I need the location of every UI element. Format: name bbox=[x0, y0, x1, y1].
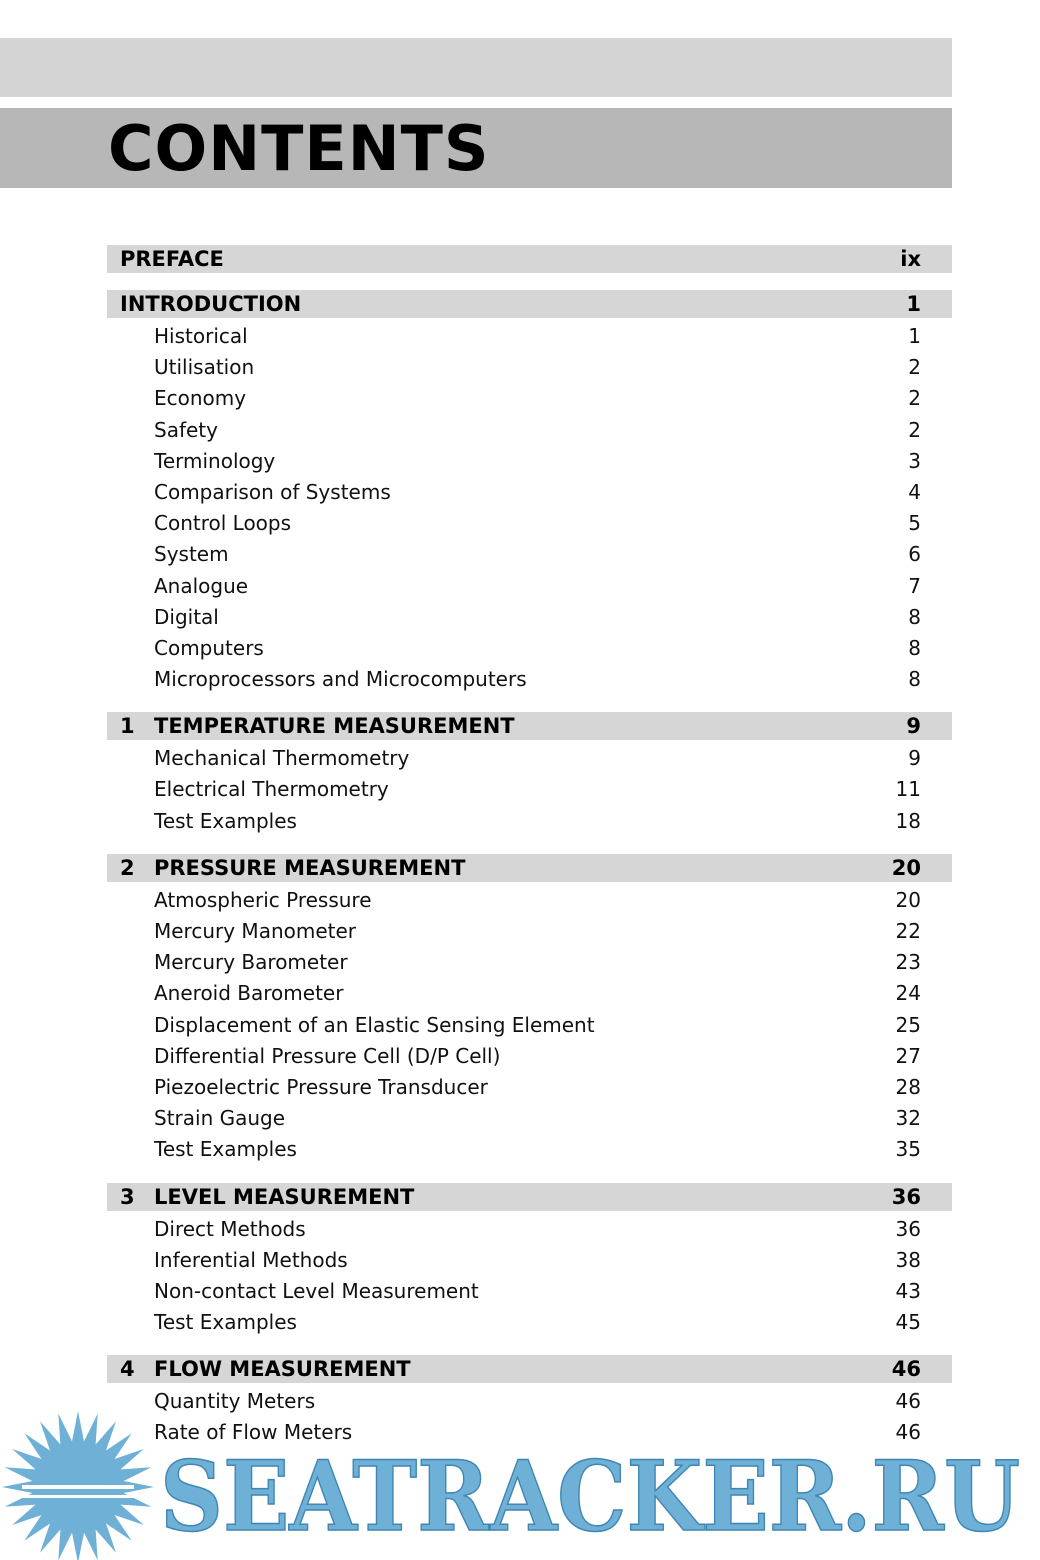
chapter-heading[interactable] bbox=[107, 1183, 952, 1211]
entry-page: 1 bbox=[908, 324, 921, 348]
entry-page: 18 bbox=[895, 808, 921, 833]
toc-entry[interactable] bbox=[107, 383, 952, 414]
toc-entry[interactable] bbox=[107, 1276, 952, 1307]
entry-title: Historical bbox=[154, 324, 248, 348]
entry-page: 2 bbox=[908, 386, 921, 411]
entry-title: Utilisation bbox=[154, 355, 255, 380]
chapter-number: 1 bbox=[120, 714, 135, 739]
chapter-page: 9 bbox=[906, 714, 921, 739]
entry-title: Terminology bbox=[154, 448, 276, 473]
entry-title: Test Examples bbox=[154, 1310, 297, 1335]
chapter-page: 20 bbox=[891, 855, 921, 880]
table-of-contents bbox=[107, 245, 952, 1466]
toc-chapter bbox=[107, 290, 952, 695]
chapter-page: 46 bbox=[891, 1357, 921, 1382]
entry-title: Quantity Meters bbox=[154, 1389, 316, 1414]
chapter-page: 36 bbox=[891, 1184, 921, 1209]
chapter-title: TEMPERATURE MEASUREMENT bbox=[154, 714, 515, 739]
entry-title: Electrical Thermometry bbox=[154, 777, 389, 802]
toc-entry[interactable] bbox=[107, 1010, 952, 1041]
toc-entry[interactable] bbox=[107, 774, 952, 805]
chapter-page: 1 bbox=[906, 292, 921, 316]
chapter-title: FLOW MEASUREMENT bbox=[154, 1357, 411, 1382]
entry-title: Aneroid Barometer bbox=[154, 981, 344, 1006]
entry-title: Inferential Methods bbox=[154, 1247, 348, 1272]
entry-title: Analogue bbox=[154, 573, 249, 598]
entry-list bbox=[107, 1386, 952, 1448]
entry-page: 3 bbox=[908, 448, 921, 473]
toc-entry[interactable] bbox=[107, 352, 952, 383]
entry-page: 23 bbox=[895, 950, 921, 975]
entry-page: 28 bbox=[895, 1074, 921, 1099]
chapter-number: 2 bbox=[120, 855, 135, 880]
chapter-heading[interactable] bbox=[107, 245, 952, 273]
toc-entry[interactable] bbox=[107, 885, 952, 916]
entry-page: 9 bbox=[908, 746, 921, 771]
entry-page: 7 bbox=[908, 573, 921, 598]
page-title: CONTENTS bbox=[108, 112, 490, 185]
header-top-band bbox=[0, 38, 952, 97]
toc-entry[interactable] bbox=[107, 539, 952, 570]
toc-entry[interactable] bbox=[107, 446, 952, 477]
toc-entry[interactable] bbox=[107, 916, 952, 947]
entry-title: Computers bbox=[154, 635, 264, 660]
chapter-heading[interactable] bbox=[107, 854, 952, 882]
entry-page: 27 bbox=[895, 1043, 921, 1068]
entry-list bbox=[107, 885, 952, 1166]
entry-title: Comparison of Systems bbox=[154, 479, 391, 504]
entry-page: 5 bbox=[908, 511, 921, 536]
entry-page: 35 bbox=[895, 1137, 921, 1162]
toc-entry[interactable] bbox=[107, 1214, 952, 1245]
toc-entry[interactable] bbox=[107, 743, 952, 774]
entry-title: Piezoelectric Pressure Transducer bbox=[154, 1074, 488, 1099]
entry-list bbox=[107, 743, 952, 837]
toc-entry[interactable] bbox=[107, 1134, 952, 1165]
toc-entry[interactable] bbox=[107, 664, 952, 695]
entry-page: 24 bbox=[895, 981, 921, 1006]
toc-entry[interactable] bbox=[107, 602, 952, 633]
entry-title: Non-contact Level Measurement bbox=[154, 1278, 479, 1303]
toc-entry[interactable] bbox=[107, 1417, 952, 1448]
entry-title: Differential Pressure Cell (D/P Cell) bbox=[154, 1043, 501, 1068]
entry-page: 46 bbox=[895, 1420, 921, 1445]
toc-entry[interactable] bbox=[107, 806, 952, 837]
toc-chapter bbox=[107, 1355, 952, 1448]
entry-title: Safety bbox=[154, 417, 218, 442]
toc-entry[interactable] bbox=[107, 1386, 952, 1417]
entry-list bbox=[107, 321, 952, 695]
entry-page: 22 bbox=[895, 919, 921, 943]
chapter-page: ix bbox=[900, 247, 921, 271]
toc-entry[interactable] bbox=[107, 1103, 952, 1134]
entry-title: Economy bbox=[154, 386, 247, 411]
chapter-number: 4 bbox=[120, 1357, 135, 1382]
entry-page: 8 bbox=[908, 635, 921, 660]
entry-page: 8 bbox=[908, 667, 921, 692]
entry-page: 6 bbox=[908, 542, 921, 567]
entry-title: Displacement of an Elastic Sensing Element bbox=[154, 1012, 595, 1037]
entry-title: Mercury Barometer bbox=[154, 950, 348, 975]
entry-page: 38 bbox=[895, 1247, 921, 1272]
toc-entry[interactable] bbox=[107, 633, 952, 664]
entry-page: 8 bbox=[908, 604, 921, 629]
entry-page: 45 bbox=[895, 1310, 921, 1335]
toc-entry[interactable] bbox=[107, 1307, 952, 1338]
entry-page: 4 bbox=[908, 479, 921, 504]
toc-entry[interactable] bbox=[107, 947, 952, 978]
entry-page: 2 bbox=[908, 355, 921, 380]
toc-entry[interactable] bbox=[107, 978, 952, 1009]
entry-page: 2 bbox=[908, 417, 921, 442]
entry-page: 32 bbox=[895, 1106, 921, 1131]
chapter-title: INTRODUCTION bbox=[120, 292, 302, 316]
entry-title: Microprocessors and Microcomputers bbox=[154, 667, 527, 692]
toc-entry[interactable] bbox=[107, 571, 952, 602]
toc-entry[interactable] bbox=[107, 1245, 952, 1276]
entry-title: Strain Gauge bbox=[154, 1106, 286, 1131]
watermark-text: SEATRACKER.RU bbox=[160, 1440, 1020, 1553]
entry-page: 43 bbox=[895, 1278, 921, 1303]
chapter-number: 3 bbox=[120, 1184, 135, 1209]
toc-chapter bbox=[107, 1183, 952, 1339]
entry-title: Rate of Flow Meters bbox=[154, 1420, 353, 1445]
chapter-heading[interactable] bbox=[107, 712, 952, 740]
chapter-heading[interactable] bbox=[107, 1355, 952, 1383]
entry-list bbox=[107, 1214, 952, 1339]
toc-entry[interactable] bbox=[107, 1072, 952, 1103]
chapter-title: PRESSURE MEASUREMENT bbox=[154, 855, 466, 880]
entry-page: 46 bbox=[895, 1389, 921, 1414]
entry-title: System bbox=[154, 542, 229, 567]
toc-entry[interactable] bbox=[107, 321, 952, 352]
toc-chapter bbox=[107, 854, 952, 1166]
entry-title: Direct Methods bbox=[154, 1216, 306, 1241]
toc-entry[interactable] bbox=[107, 1041, 952, 1072]
toc-entry[interactable] bbox=[107, 477, 952, 508]
entry-title: Test Examples bbox=[154, 1137, 297, 1162]
entry-title: Control Loops bbox=[154, 511, 292, 536]
chapter-title: LEVEL MEASUREMENT bbox=[154, 1184, 415, 1209]
entry-page: 11 bbox=[895, 777, 921, 802]
chapter-heading[interactable] bbox=[107, 290, 952, 318]
chapter-title: PREFACE bbox=[120, 247, 224, 271]
entry-title: Test Examples bbox=[154, 808, 297, 833]
toc-entry[interactable] bbox=[107, 508, 952, 539]
toc-chapter bbox=[107, 712, 952, 837]
entry-title: Mechanical Thermometry bbox=[154, 746, 410, 771]
entry-title: Atmospheric Pressure bbox=[154, 887, 372, 912]
entry-page: 25 bbox=[895, 1012, 921, 1037]
entry-page: 20 bbox=[895, 887, 921, 912]
entry-page: 36 bbox=[895, 1216, 921, 1241]
toc-entry[interactable] bbox=[107, 415, 952, 446]
entry-title: Digital bbox=[154, 604, 219, 629]
toc-chapter bbox=[107, 245, 952, 273]
entry-title: Mercury Manometer bbox=[154, 919, 357, 943]
